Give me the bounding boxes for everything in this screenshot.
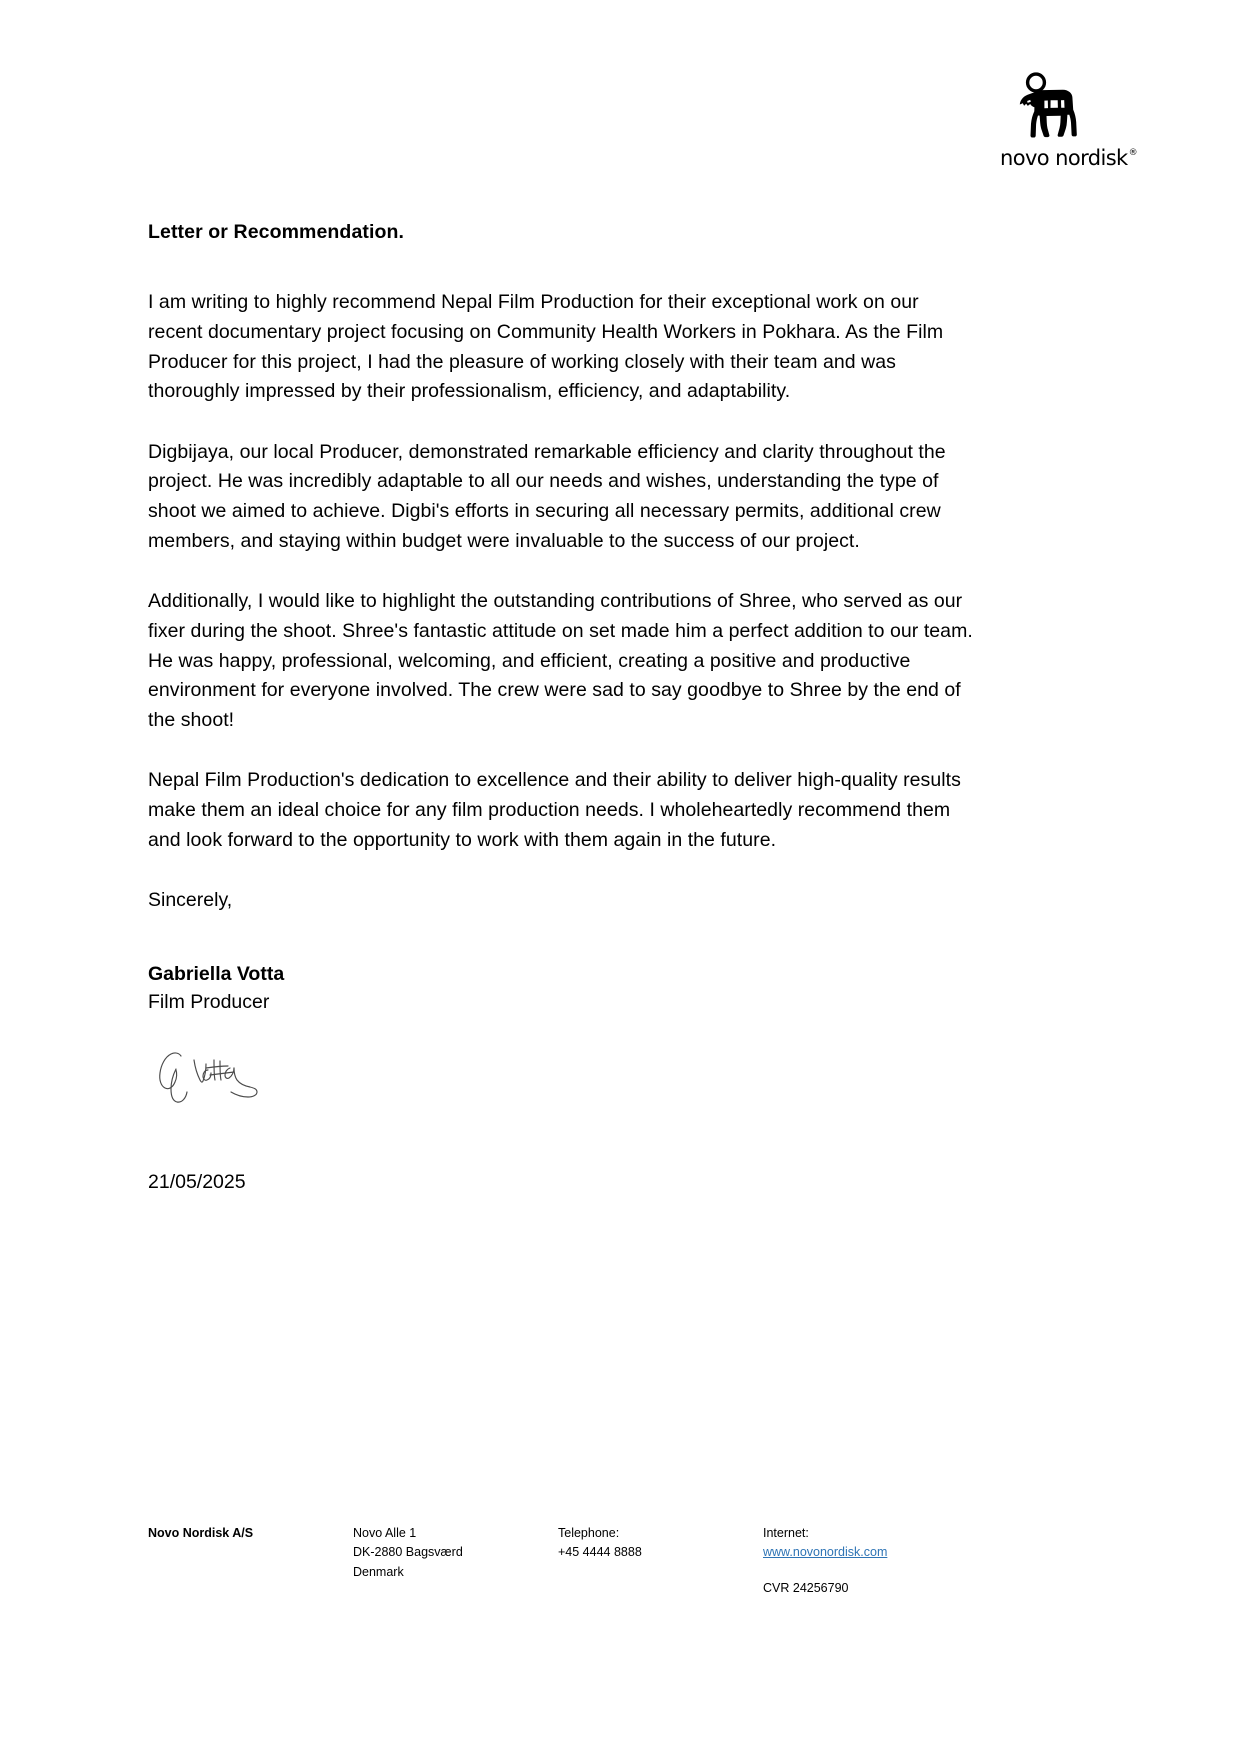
brand-wordmark: novo nordisk [1000, 146, 1128, 170]
footer-company-name: Novo Nordisk A/S [148, 1526, 254, 1540]
page-footer [148, 1524, 1103, 1598]
footer-address-line-2: DK-2880 Bagsværd [353, 1545, 463, 1560]
letter-date: 21/05/2025 [148, 1171, 246, 1194]
footer-telephone-column [558, 1524, 763, 1563]
footer-telephone-label: Telephone: [558, 1526, 620, 1540]
footer-spacer [763, 1563, 1063, 1579]
footer-address-line-1: Novo Alle 1 [353, 1526, 417, 1540]
footer-website-link[interactable]: www.novonordisk.com [763, 1545, 888, 1560]
footer-internet-label: Internet: [763, 1526, 809, 1540]
footer-address-column [353, 1524, 558, 1582]
letterhead [1000, 72, 1138, 170]
letter-paragraph-3: Additionally, I would like to highlight the outstanding contributions of Shree, who served as our fixer during the shoot. Shree's fantastic attitude on set made him a perfect addition to our team. He was happy, professional, welcoming, and efficient, creating a positive and productive environment for everyone involved. The crew were sad to say goodbye to Shree by the end of the shoot! [148, 590, 973, 731]
footer-company-column [148, 1524, 353, 1543]
registered-trademark-icon: ® [1128, 148, 1138, 158]
brand-wordmark-row [1000, 146, 1138, 170]
letter-paragraph-2: Digbijaya, our local Producer, demonstrated remarkable efficiency and clarity throughout the project. He was incredibly adaptable to all our needs and wishes, understanding the type of shoot we aimed to achieve. Digbi's efforts in securing all necessary permits, additional crew members, and staying within budget were invaluable to the success of our project. [148, 440, 946, 552]
letter-paragraph-1: I am writing to highly recommend Nepal Film Production for their exceptional work on our recent documentary project focusing on Community Health Workers in Pokhara. As the Film Producer for this project, I had the pleasure of working closely with their team and was thoroughly impressed by their professionalism, efficiency, and adaptability. [148, 291, 944, 403]
signer-title: Film Producer [148, 991, 270, 1014]
signature-image [148, 1038, 278, 1114]
footer-cvr-number: CVR 24256790 [763, 1580, 849, 1595]
novo-nordisk-apis-bull-logo [1014, 72, 1096, 146]
footer-telephone-number: +45 4444 8888 [558, 1545, 642, 1560]
signer-name: Gabriella Votta [148, 962, 285, 985]
letter-paragraph-4: Nepal Film Production's dedication to excellence and their ability to deliver high-quality results make them an ideal choice for any film production needs. I wholeheartedly recommend them and look forward to the opportunity to work with them again in the future. [148, 769, 961, 851]
handwritten-signature-icon [148, 1038, 278, 1114]
letter-heading: Letter or Recommendation. [148, 221, 405, 243]
letter-body [148, 218, 973, 1197]
letter-closing: Sincerely, [148, 889, 233, 912]
footer-address-line-3: Denmark [353, 1564, 404, 1579]
footer-internet-column [763, 1524, 1063, 1598]
